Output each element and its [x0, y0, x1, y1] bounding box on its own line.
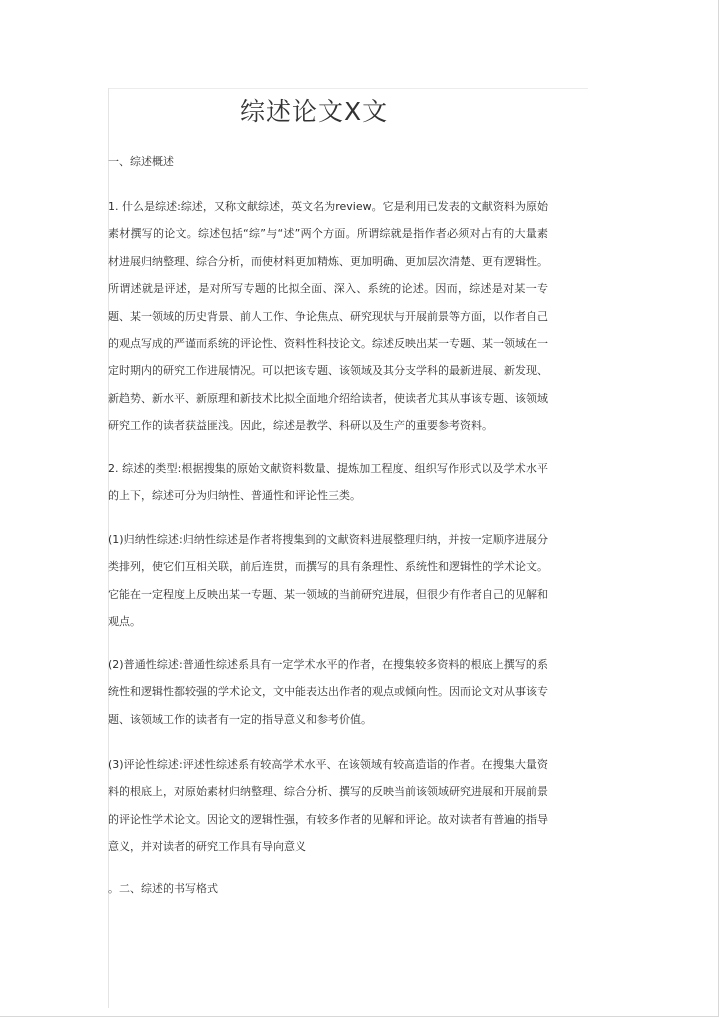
paragraph-review-types: 2. 综述的类型:根据搜集的原始文献资料数量、提炼加工程度、组织写作形式以及学术水平的上下，综述可分为归纳性、普通性和评论性三类。 [108, 462, 548, 503]
document-title: 综述论文X文 [240, 97, 389, 126]
section-heading-format: 。二、综述的书写格式 [108, 882, 218, 895]
paragraph-general-review: (2)普通性综述:普通性综述系具有一定学术水平的作者，在搜集较多资料的根底上撰写的系统性和逻辑性都较强的学术论文，文中能表达出作者的观点或倾向性。因而论文对从事该专题、该领域工作的读者有一定的指导意义和参考价值。 [108, 658, 548, 726]
page-top-rule [108, 88, 588, 89]
paragraph-critical-review: (3)评论性综述:评述性综述系有较高学术水平、在该领域有较高造诣的作者。在搜集大量资料的根底上，对原始素材归纳整理、综合分析、撰写的反映当前该领域研究进展和开展前景的评论性学术论文。因论文的逻辑性强，有较多作者的见解和评论。故对读者有普遍的指导意义，并对读者的研究工作具有导向意义 [108, 758, 548, 854]
section-heading-overview: 一、综述概述 [108, 155, 174, 168]
paragraph-what-is-review: 1. 什么是综述:综述，又称文献综述，英文名为review。它是利用已发表的文献资料为原始素材撰写的论文。综述包括“综”与“述”两个方面。所谓综就是指作者必须对占有的大量素材进展归纳整理、综合分析，而使材料更加精炼、更加明确、更加层次清楚、更有逻辑性。所谓述就是评述，是对所写专题的比拟全面、深入、系统的论述。因而，综述是对某一专题、某一领域的历史背景、前人工作、争论焦点、研究现状与开展前景等方面，以作者自己的观点写成的严谨而系统的评论性、资料性科技论文。综述反映出某一专题、某一领域在一定时期内的研究工作进展情况。可以把该专题、该领域及其分支学科的最新进展、新发现、新趋势、新水平、新原理和新技术比拟全面地介绍给读者，使读者尤其从事该专题、该领域研究工作的读者获益匪浅。因此，综述是教学、科研以及生产的重要参考资料。 [108, 200, 548, 433]
paragraph-inductive-review: (1)归纳性综述:归纳性综述是作者将搜集到的文献资料进展整理归纳，并按一定顺序进展分类排列，使它们互相关联，前后连贯，而撰写的具有条理性、系统性和逻辑性的学术论文。它能在一定程度上反映出某一专题、某一领域的当前研究进展，但很少有作者自己的见解和观点。 [108, 533, 548, 629]
